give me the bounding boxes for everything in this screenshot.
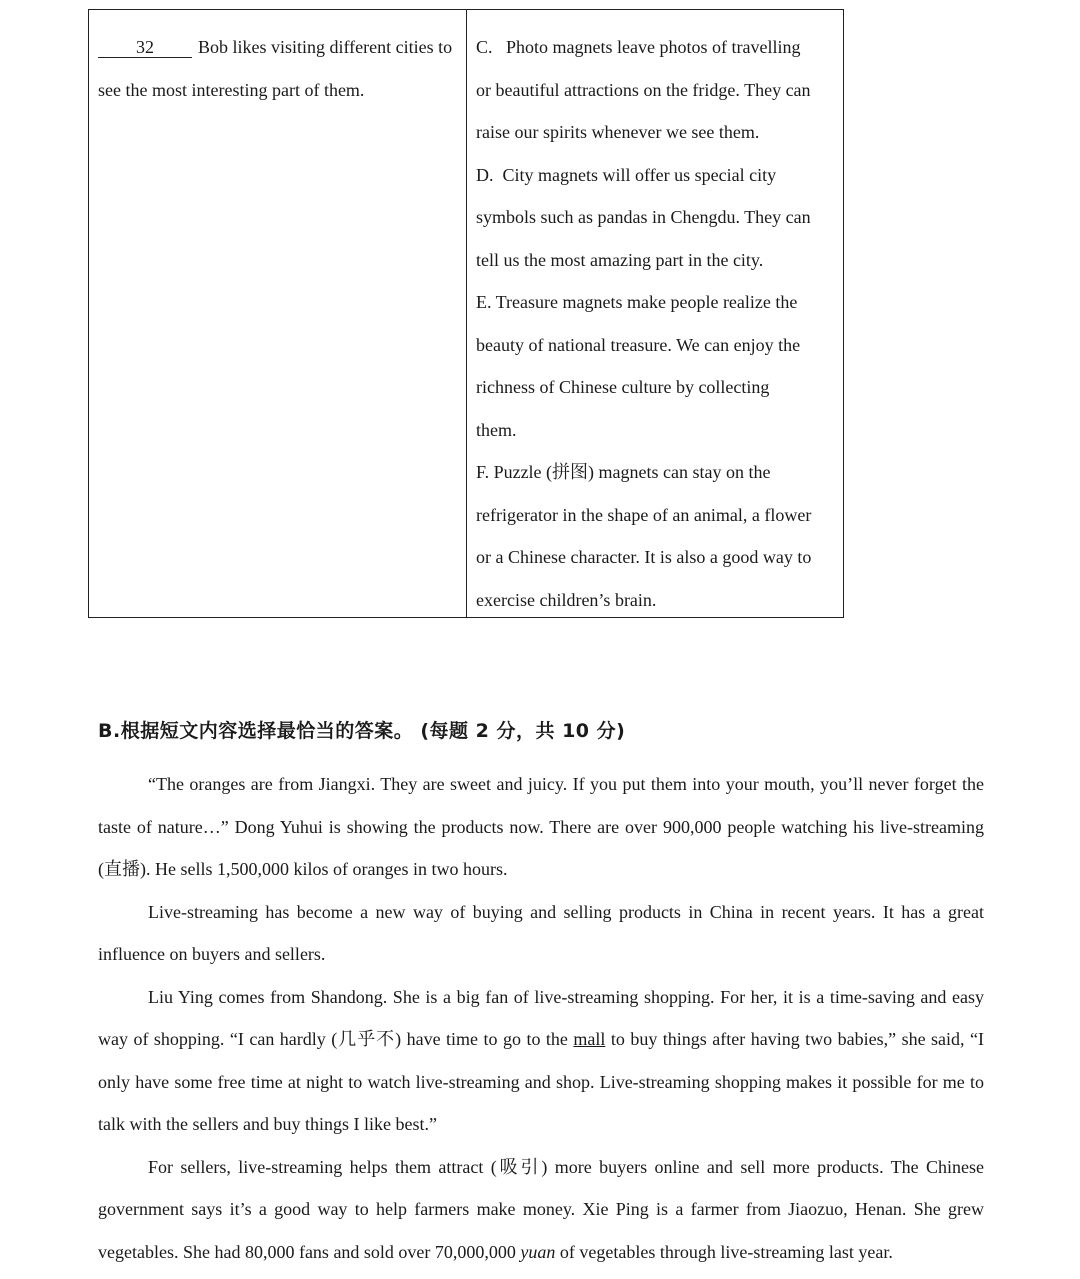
- passage-paragraph-4: [98, 1146, 984, 1274]
- passage-paragraph-3: [98, 976, 984, 1146]
- question-text: Bob likes visiting different cities to see the most interesting part of them.: [98, 37, 453, 100]
- paragraph-3-text-end: to buy things after having two babies,” she said, “I only have some free time at night to watch live-streaming and shop. Live-streaming shopping makes it possible for me to talk with the sellers and buy things I like best.”: [98, 1029, 984, 1134]
- reading-passage: [98, 763, 984, 1273]
- section-b-heading: B.根据短文内容选择最恰当的答案。 (每题 2 分，共 10 分): [98, 720, 626, 742]
- passage-paragraph-2: Live-streaming has become a new way of buying and selling products in China in recent years. It has a great influence on buyers and sellers.: [98, 901, 984, 964]
- italic-word-yuan: yuan: [520, 1241, 556, 1262]
- option-c: C. Photo magnets leave photos of travelling or beautiful attractions on the fridge. They can raise our spirits whenever we see them.: [476, 37, 811, 142]
- underlined-word-mall: mall: [573, 1029, 606, 1049]
- column-divider: [466, 10, 467, 617]
- paragraph-4-text-start: For sellers, live-streaming helps them attract (吸引) more buyers online and sell more products. The Chinese government says it’s a good way to help farmers make money. Xie Ping is a farmer from Jiaozuo, Henan. She grew vegetables. She had 80,000 fans and sold over 70,000,000: [98, 1156, 984, 1262]
- matching-table: [88, 9, 844, 618]
- paragraph-4-text-end: of vegetables through live-streaming last year.: [555, 1241, 893, 1262]
- option-d: D. City magnets will offer us special city symbols such as pandas in Chengdu. They can tell us the most amazing part in the city.: [476, 164, 811, 270]
- paragraph-3-text-start: Liu Ying comes from Shandong. She is a big fan of live-streaming shopping. For her, it is a time-saving and easy way of shopping. “I can hardly (几乎不) have time to go to the: [98, 986, 984, 1049]
- question-cell: [98, 26, 458, 111]
- answer-blank[interactable]: 32: [98, 37, 192, 58]
- option-f: F. Puzzle (拼图) magnets can stay on the refrigerator in the shape of an animal, a flower or a Chinese character. It is also a good way to exercise children’s brain.: [476, 462, 812, 610]
- option-e: E. Treasure magnets make people realize the beauty of national treasure. We can enjoy the richness of Chinese culture by collecting them.: [476, 292, 801, 440]
- passage-paragraph-1: “The oranges are from Jiangxi. They are sweet and juicy. If you put them into your mouth, you’ll never forget the taste of nature…” Dong Yuhui is showing the products now. There are over 900,000 people watching his live-streaming (直播). He sells 1,500,000 kilos of oranges in two hours.: [98, 774, 984, 879]
- options-cell: [476, 26, 838, 621]
